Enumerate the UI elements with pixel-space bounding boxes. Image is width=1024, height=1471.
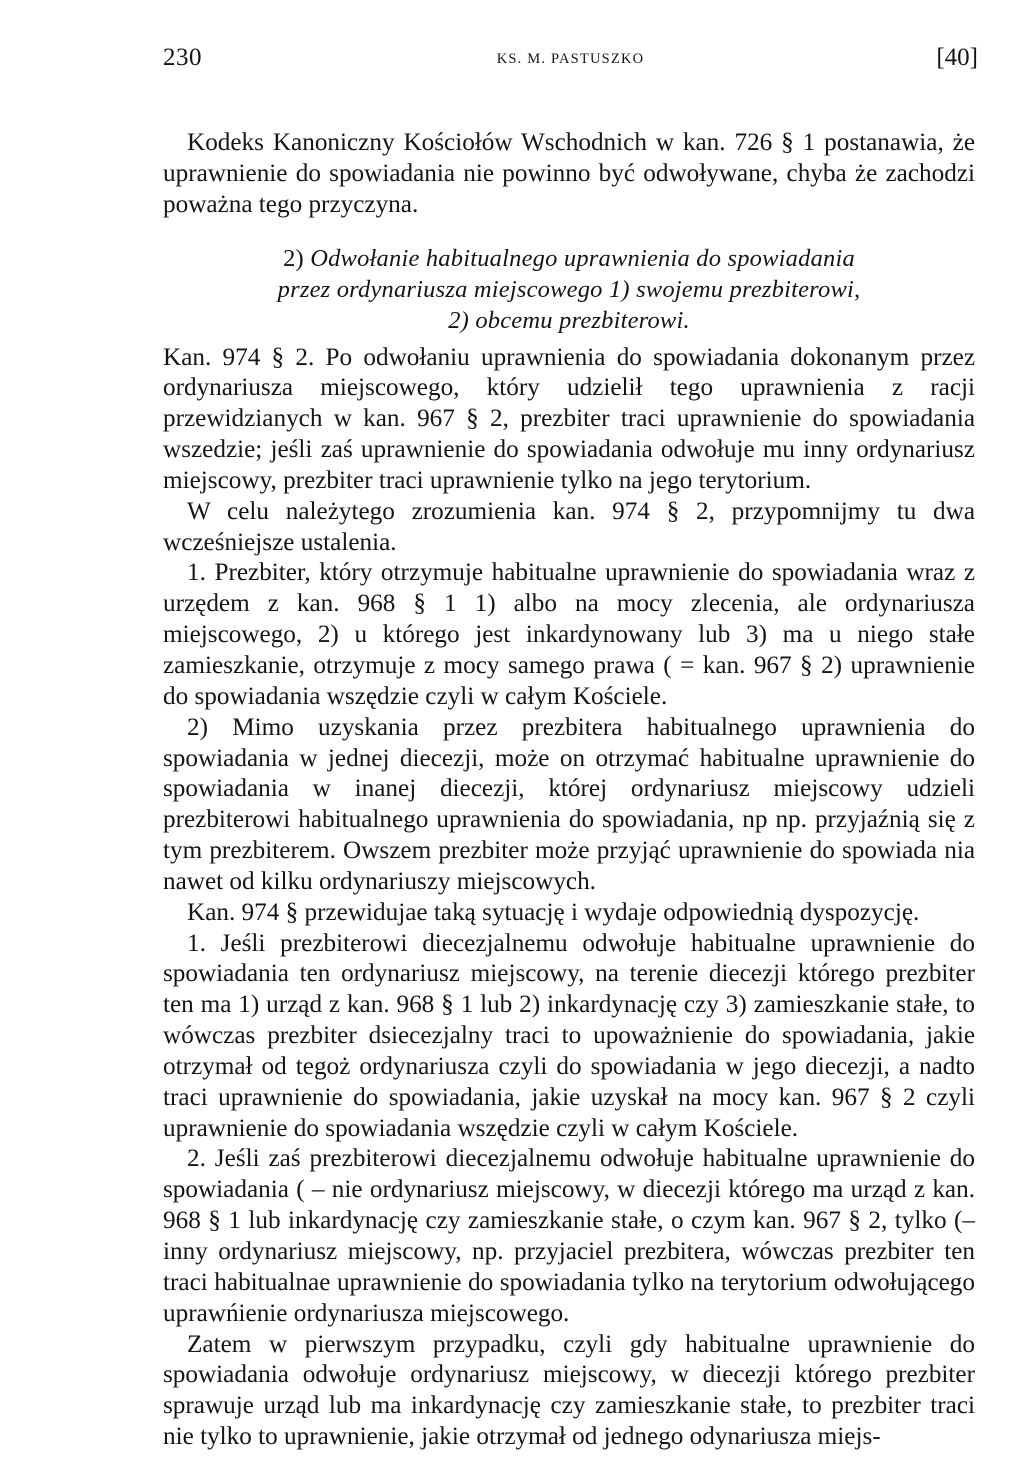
running-head: KS. M. PASTUSZKO — [496, 51, 645, 67]
section-heading-line-1 — [163, 243, 975, 274]
paragraph: 1. Jeśli prezbiterowi diecezjalnemu odwołuje habitualne uprawnienie do spowiadania ten ordynariusz miejscowy, na terenie diecezji którego prezbiter ten ma 1) urząd z kan. 968 § 1 lub 2) inkardynację czy 3) zamieszkanie stałe, to wówczas prezbiter dsiecezjalny traci to upoważnienie do spowiadania, jakie otrzymał od tegoż ordynariusza czyli do spowiadania w jego diecezji, a nadto traci uprawnienie do spowiadania, jakie uzyskał na mocy kan. 967 § 2 czyli uprawnienie do spowiadania wszędzie czyli w całym Kościele. — [163, 929, 975, 1142]
section-heading-line-3: 2) obcemu prezbiterowi. — [448, 306, 690, 334]
body-text — [163, 128, 975, 1453]
paragraph: Kan. 974 § przewidujae taką sytuację i wydaje odpowiednią dyspozycję. — [187, 898, 920, 926]
section-number: [40] — [936, 44, 978, 71]
section-heading-text-1: Odwołanie habitualnego uprawnienia do spowiadania — [310, 244, 855, 272]
page-header — [163, 44, 978, 78]
intro-paragraph: Kodeks Kanoniczny Kościołów Wschodnich w kan. 726 § 1 postanawia, że uprawnienie do spowiadania nie powinno być odwoływane, chyba że zachodzi poważna tego przyczyna. — [163, 129, 975, 218]
section-heading-number: 2) — [283, 244, 304, 272]
paragraph-canon-974: Kan. 974 § 2. Po odwołaniu uprawnienia do spowiadania dokonanym przez ordynariusza miejscowego, który udzielił tego uprawnienia z racji przewidzianych w kan. 967 § 2, prezbiter traci uprawnienie do spowiadania wszedzie; jeśli zaś uprawnienie do spowiadania odwołuje mu inny ordynariusz miejscowy, prezbiter traci uprawnienie tylko na jego terytorium. — [163, 343, 975, 494]
paragraph: 2. Jeśli zaś prezbiterowi diecezjalnemu odwołuje habitualne uprawnienie do spowiadania ( – nie ordynariusz miejscowy, w diecezji którego ma urząd z kan. 968 § 1 lub inkardynację czy zamieszkanie stałe, o czym kan. 967 § 2, tylko (– inny ordynariusz miejscowy, np. przyjaciel prezbitera, wówczas prezbiter ten traci habitualnae uprawnienie do spowiadania tylko na terytorium odwołującego uprawńienie ordynariusza miejscowego. — [163, 1145, 975, 1327]
paragraph: Zatem w pierwszym przypadku, czyli gdy habitualne uprawnienie do spowiadania odwołuje ordynariusz miejscowy, w diecezji którego prezbiter sprawuje urząd lub ma inkardynację czy zamieszkanie stałe, to prezbiter traci nie tylko to uprawnienie, jakie otrzymał od jednego odynariusza miejs- — [163, 1330, 975, 1451]
paragraph: W celu należytego zrozumienia kan. 974 § 2, przypomnijmy tu dwa wcześniejsze ustalenia. — [163, 497, 975, 556]
paragraph: 1. Prezbiter, który otrzymuje habitualne uprawnienie do spowiadania wraz z urzędem z kan. 968 § 1 1) albo na mocy zlecenia, ale ordynariusza miejscowego, 2) u którego jest inkardynowany lub 3) ma u niego stałe zamieszkanie, otrzymuje z mocy samego prawa ( = kan. 967 § 2) uprawnienie do spowiadania wszędzie czyli w całym Kościele. — [163, 559, 975, 710]
paragraph: 2) Mimo uzyskania przez prezbitera habitualnego uprawnienia do spowiadania w jednej diecezji, może on otrzymać habitualne uprawnienie do spowiadania w inanej diecezji, której ordynariusz miejscowy udzieli prezbiterowi habitualnego uprawnienia do spowiadania, np np. przyjaźnią się z tym prezbiterem. Owszem prezbiter może przyjąć uprawnienie do spowiada nia nawet od kilku ordynariuszy miejscowych. — [163, 713, 975, 895]
page-number: 230 — [163, 44, 202, 71]
section-heading-line-2: przez ordynariusza miejscowego 1) swojemu prezbiterowi, — [277, 275, 861, 303]
section-heading — [163, 243, 975, 336]
